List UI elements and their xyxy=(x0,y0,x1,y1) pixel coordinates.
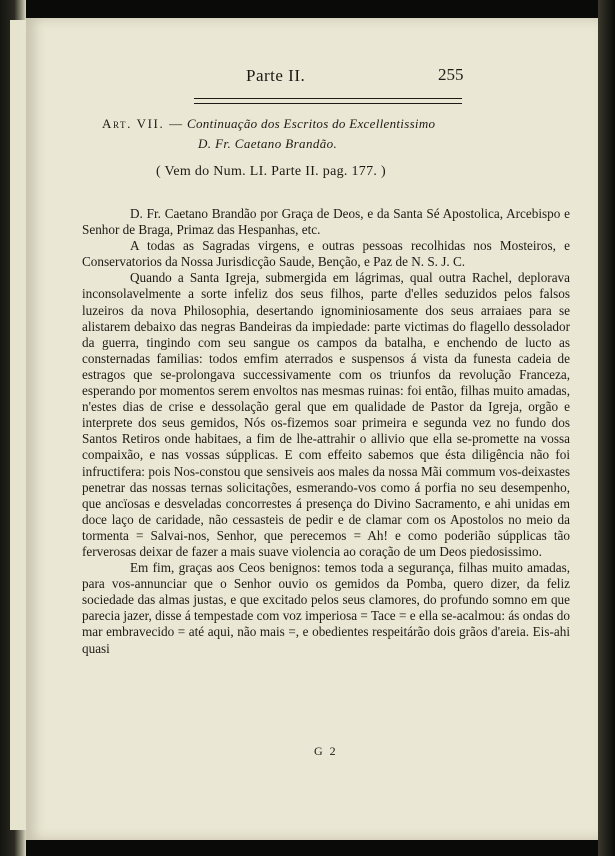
article-title-line2: D. Fr. Caetano Brandão. xyxy=(198,136,338,151)
paragraph-main: Quando a Santa Igreja, submergida em lágrimas, qual outra Rachel, deplorava inconsolavelmente a sorte infeliz dos seus filhos, parte d'elles seduzidos pelos falsos luzeiros da nova Philosophia, desertando ignominiosamente dos seus arraiaes para se alistarem debaixo das negras Bandeiras da impiedade: parte victimas do flagello dessolador da guerra, tingindo com seu sangue os campos da batalha, e enchendo de lucto as consternadas familias: todos emfim aterrados e suspensos á vista da funesta cadeia de estragos que se-prolongava successivamente com os triunfos da revolução Franceza, esperando por momentos serem envoltos nas mesmas ruinas: foi então, filhas muito amadas, n'estes dias de crise e dessolação geral que em qualidade de Pastor da Igreja, orgão e interprete dos seus gemidos, Nós os-fizemos soar primeira e segunda vez no fundo dos Santos Retiros onde habitaes, a fim de lhe-attrahir o allivio que ella se-promette na vossa compaixão, e nas vossas súpplicas. E com effeito sabemos que ésta diligência não foi infructifera: pois Nos-constou que sensiveis aos males da nossa Mãi commum vos-deixastes penetrar das nossas ternas solicitações, esmerando-vos como á porfia no seu desempenho, que ancïosas e desveladas concorrestes á presença do Divino Sacramento, e ahi unidas em doce laço de caridade, não cessasteis de pedir e de clamar com os Apostolos no meio da tormenta = Salvai-nos, Senhor, que perecemos = Ah! e como poderião súpplicas tão ferverosas deixar de fazer a mais suave violencia ao coração de um Deos piedosissimo. xyxy=(82,270,570,559)
previous-page-edge xyxy=(10,20,27,830)
article-heading xyxy=(102,114,562,154)
page-edge-shadow xyxy=(598,0,615,856)
header-double-rule xyxy=(194,98,462,104)
source-note: ( Vem do Num. LI. Parte II. pag. 177. ) xyxy=(156,164,386,179)
article-title-line1: Continuação dos Escritos do Excellentissimo xyxy=(187,116,436,131)
paragraph-salutation: D. Fr. Caetano Brandão por Graça de Deos, e da Santa Sé Apostolica, Arcebispo e Senhor de Braga, Primaz das Hespanhas, etc. xyxy=(82,206,570,238)
body-text xyxy=(82,206,570,657)
paragraph-continuation: Em fim, graças aos Ceos benignos: temos toda a segurança, filhas muito amadas, para vos-annunciar que o Senhor ouvio os gemidos da Pomba, quero dizer, da feliz sociedade das almas justas, e que excitado pelos seus clamores, do profundo somno em que parecia jazer, disse á tempestade com voz imperiosa = Tace = e ella se-acalmou: ás ondas do mar embravecido = até aqui, não mais =, e obedientes respeitárão dois grãos d'areia. Eis-ahi quasi xyxy=(82,560,570,656)
paragraph-address: A todas as Sagradas virgens, e outras pessoas recolhidas nos Mosteiros, e Conservatorios da Nossa Jurisdicção Saude, Benção, e Paz de N. S. J. C. xyxy=(82,238,570,270)
article-heading-line1 xyxy=(102,114,562,134)
running-head: Parte II. xyxy=(246,66,306,85)
book-page xyxy=(26,18,598,840)
signature-mark: G 2 xyxy=(314,744,338,758)
article-label: Art. VII. — xyxy=(102,116,184,131)
page-number: 255 xyxy=(438,65,464,84)
